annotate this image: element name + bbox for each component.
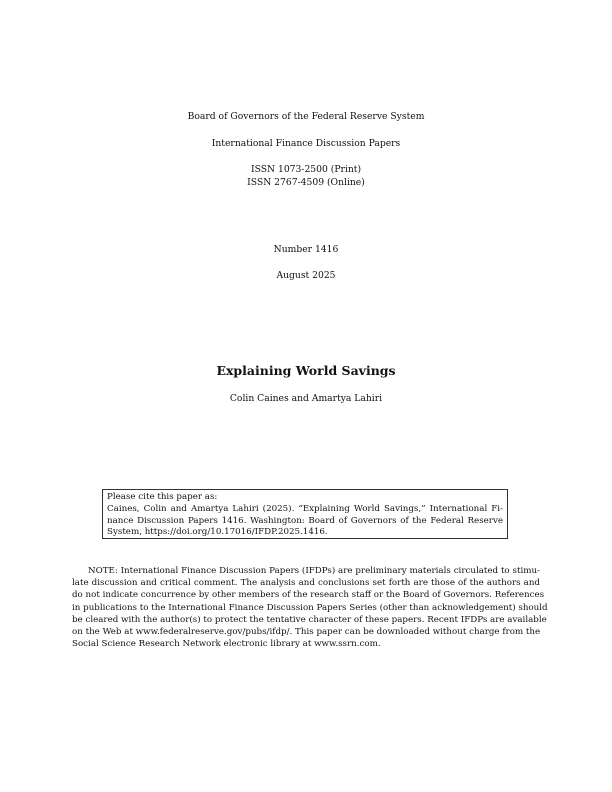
paper-authors: Colin Caines and Amartya Lahiri xyxy=(229,393,383,404)
institution-name: Board of Governors of the Federal Reserve System xyxy=(187,111,425,122)
note-line: late discussion and critical comment. The analysis and conclusions set forth are those of the authors and xyxy=(72,578,540,589)
note-line: be cleared with the author(s) to protect the tentative character of these papers. Recent IFDPs are available xyxy=(72,614,547,625)
series-name: International Finance Discussion Papers xyxy=(211,138,401,149)
issn-print: ISSN 1073-2500 (Print) xyxy=(250,164,362,175)
note-line: do not indicate concurrence by other members of the research staff or the Board of Governors. References xyxy=(72,590,545,601)
citation-line: Caines, Colin and Amartya Lahiri (2025). “Explaining World Savings,” International Fi- xyxy=(107,503,503,514)
note-line: NOTE: International Finance Discussion Papers (IFDPs) are preliminary materials circulated to stimu- xyxy=(88,566,540,576)
disclaimer-note xyxy=(72,565,548,650)
note-line: in publications to the International Finance Discussion Papers Series (other than acknowledgement) should xyxy=(72,602,548,613)
citation-line: Please cite this paper as: xyxy=(107,492,218,502)
citation-line: nance Discussion Papers 1416. Washington: Board of Governors of the Federal Reserve xyxy=(107,515,503,526)
paper-number: Number 1416 xyxy=(273,244,339,255)
paper-title: Explaining World Savings xyxy=(216,363,396,378)
citation-line: System, https://doi.org/10.17016/IFDP.2025.1416. xyxy=(107,527,328,538)
issn-online: ISSN 2767-4509 (Online) xyxy=(247,177,365,188)
paper-date: August 2025 xyxy=(276,270,336,281)
note-line: Social Science Research Network electronic library at www.ssrn.com. xyxy=(72,639,381,650)
citation-box xyxy=(102,489,508,539)
note-line: on the Web at www.federalreserve.gov/pubs/ifdp/. This paper can be downloaded without charge from the xyxy=(72,627,541,638)
